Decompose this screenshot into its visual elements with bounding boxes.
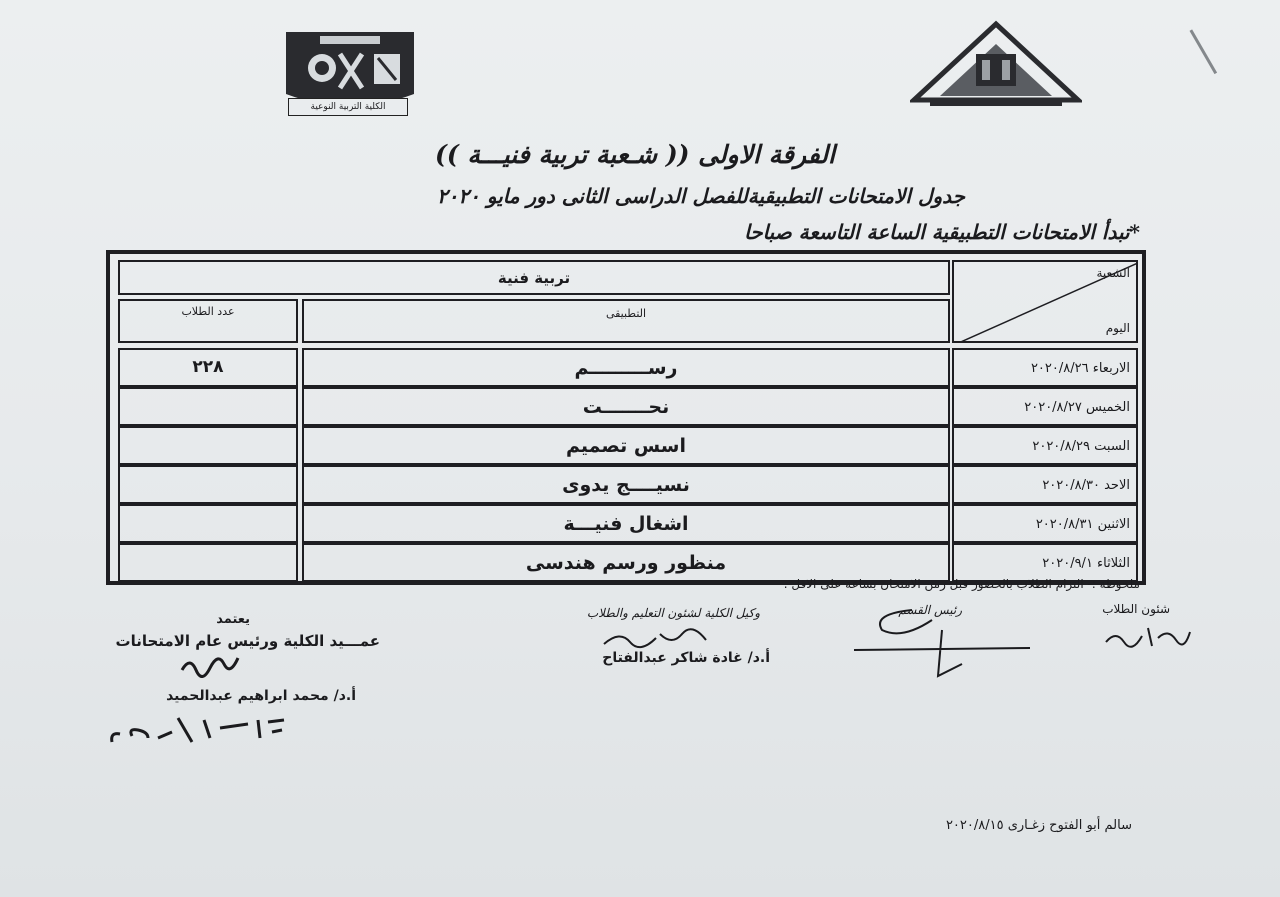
day-date-cell: الثلاثاء ٢٠٢٠/٩/١ [952, 543, 1138, 582]
vice-dean-signature-icon [600, 626, 710, 650]
day-date-cell: الخميس ٢٠٢٠/٨/٢٧ [952, 387, 1138, 426]
table-row [110, 465, 1142, 504]
subject-cell: رســـــــــم [302, 348, 950, 387]
day-date-cell: الاحد ٢٠٢٠/٨/٣٠ [952, 465, 1138, 504]
university-logo-icon [910, 20, 1082, 110]
day-date-cell: السبت ٢٠٢٠/٨/٢٩ [952, 426, 1138, 465]
start-time-note: *تبدأ الامتحانات التطبيقية الساعة التاسعة صباحا [744, 220, 1140, 244]
vice-dean-title: وكيل الكلية لشئون التعليم والطلاب [586, 606, 760, 620]
table-row [110, 426, 1142, 465]
students-count-header: عدد الطلاب [118, 299, 298, 343]
subject-cell: اشغال فنيـــة [302, 504, 950, 543]
students-count-cell: ٢٢٨ [118, 348, 298, 387]
subject-cell: نحـــــــت [302, 387, 950, 426]
division-name-header: تربية فنية [118, 260, 950, 295]
day-date-cell: الاثنين ٢٠٢٠/٨/٣١ [952, 504, 1138, 543]
table-row [110, 504, 1142, 543]
division-label: الشعبة [1096, 266, 1130, 280]
day-label: اليوم [1105, 321, 1130, 335]
applied-subject-header: التطبيقى [302, 299, 950, 343]
students-count-cell [118, 465, 298, 504]
table-row [110, 348, 1142, 387]
exam-schedule-table [106, 250, 1146, 585]
day-date-cell: الاربعاء ٢٠٢٠/٨/٢٦ [952, 348, 1138, 387]
attendance-remark: ملحوظة :- التزام الطلاب بالحضور قبل زمن الامتحان بساعة على الاقل . [783, 577, 1140, 591]
page-subtitle: جدول الامتحانات التطبيقيةللفصل الدراسى الثانى دور مايو ٢٠٢٠ [436, 184, 965, 208]
dean-handwritten-date-icon [108, 708, 288, 748]
students-count-cell [118, 504, 298, 543]
subject-cell: منظور ورسم هندسى [302, 543, 950, 582]
students-count-cell [118, 426, 298, 465]
paper-mark [1190, 16, 1241, 74]
division-day-header [952, 260, 1138, 343]
dean-title: عمـــيد الكلية ورئيس عام الامتحانات [115, 632, 380, 650]
student-affairs-title: شئون الطلاب [1102, 602, 1170, 616]
students-count-cell [118, 387, 298, 426]
page-title: الفرقة الاولى (( شـعبة تربية فنيـــة )) [435, 140, 835, 169]
vice-dean-name: أ.د/ غادة شاكر عبدالفتاح [602, 650, 770, 666]
department-head-title: رئيس القسم [898, 603, 962, 617]
approve-label: يعتمد [216, 612, 250, 627]
prepared-by-footer: سالم أبو الفتوح زغـارى ٢٠٢٠/٨/١٥ [945, 818, 1132, 833]
subject-cell: اسس تصميم [302, 426, 950, 465]
student-affairs-signature-icon [1102, 620, 1192, 650]
dean-signature-icon [180, 650, 240, 680]
department-head-signature-icon [852, 600, 1032, 680]
table-row [110, 387, 1142, 426]
subject-cell: نسيــــج يدوى [302, 465, 950, 504]
students-count-cell [118, 543, 298, 582]
faculty-logo-caption: الكلية التربية النوعية [288, 98, 408, 116]
dean-name: أ.د/ محمد ابراهيم عبدالحميد [166, 688, 356, 704]
